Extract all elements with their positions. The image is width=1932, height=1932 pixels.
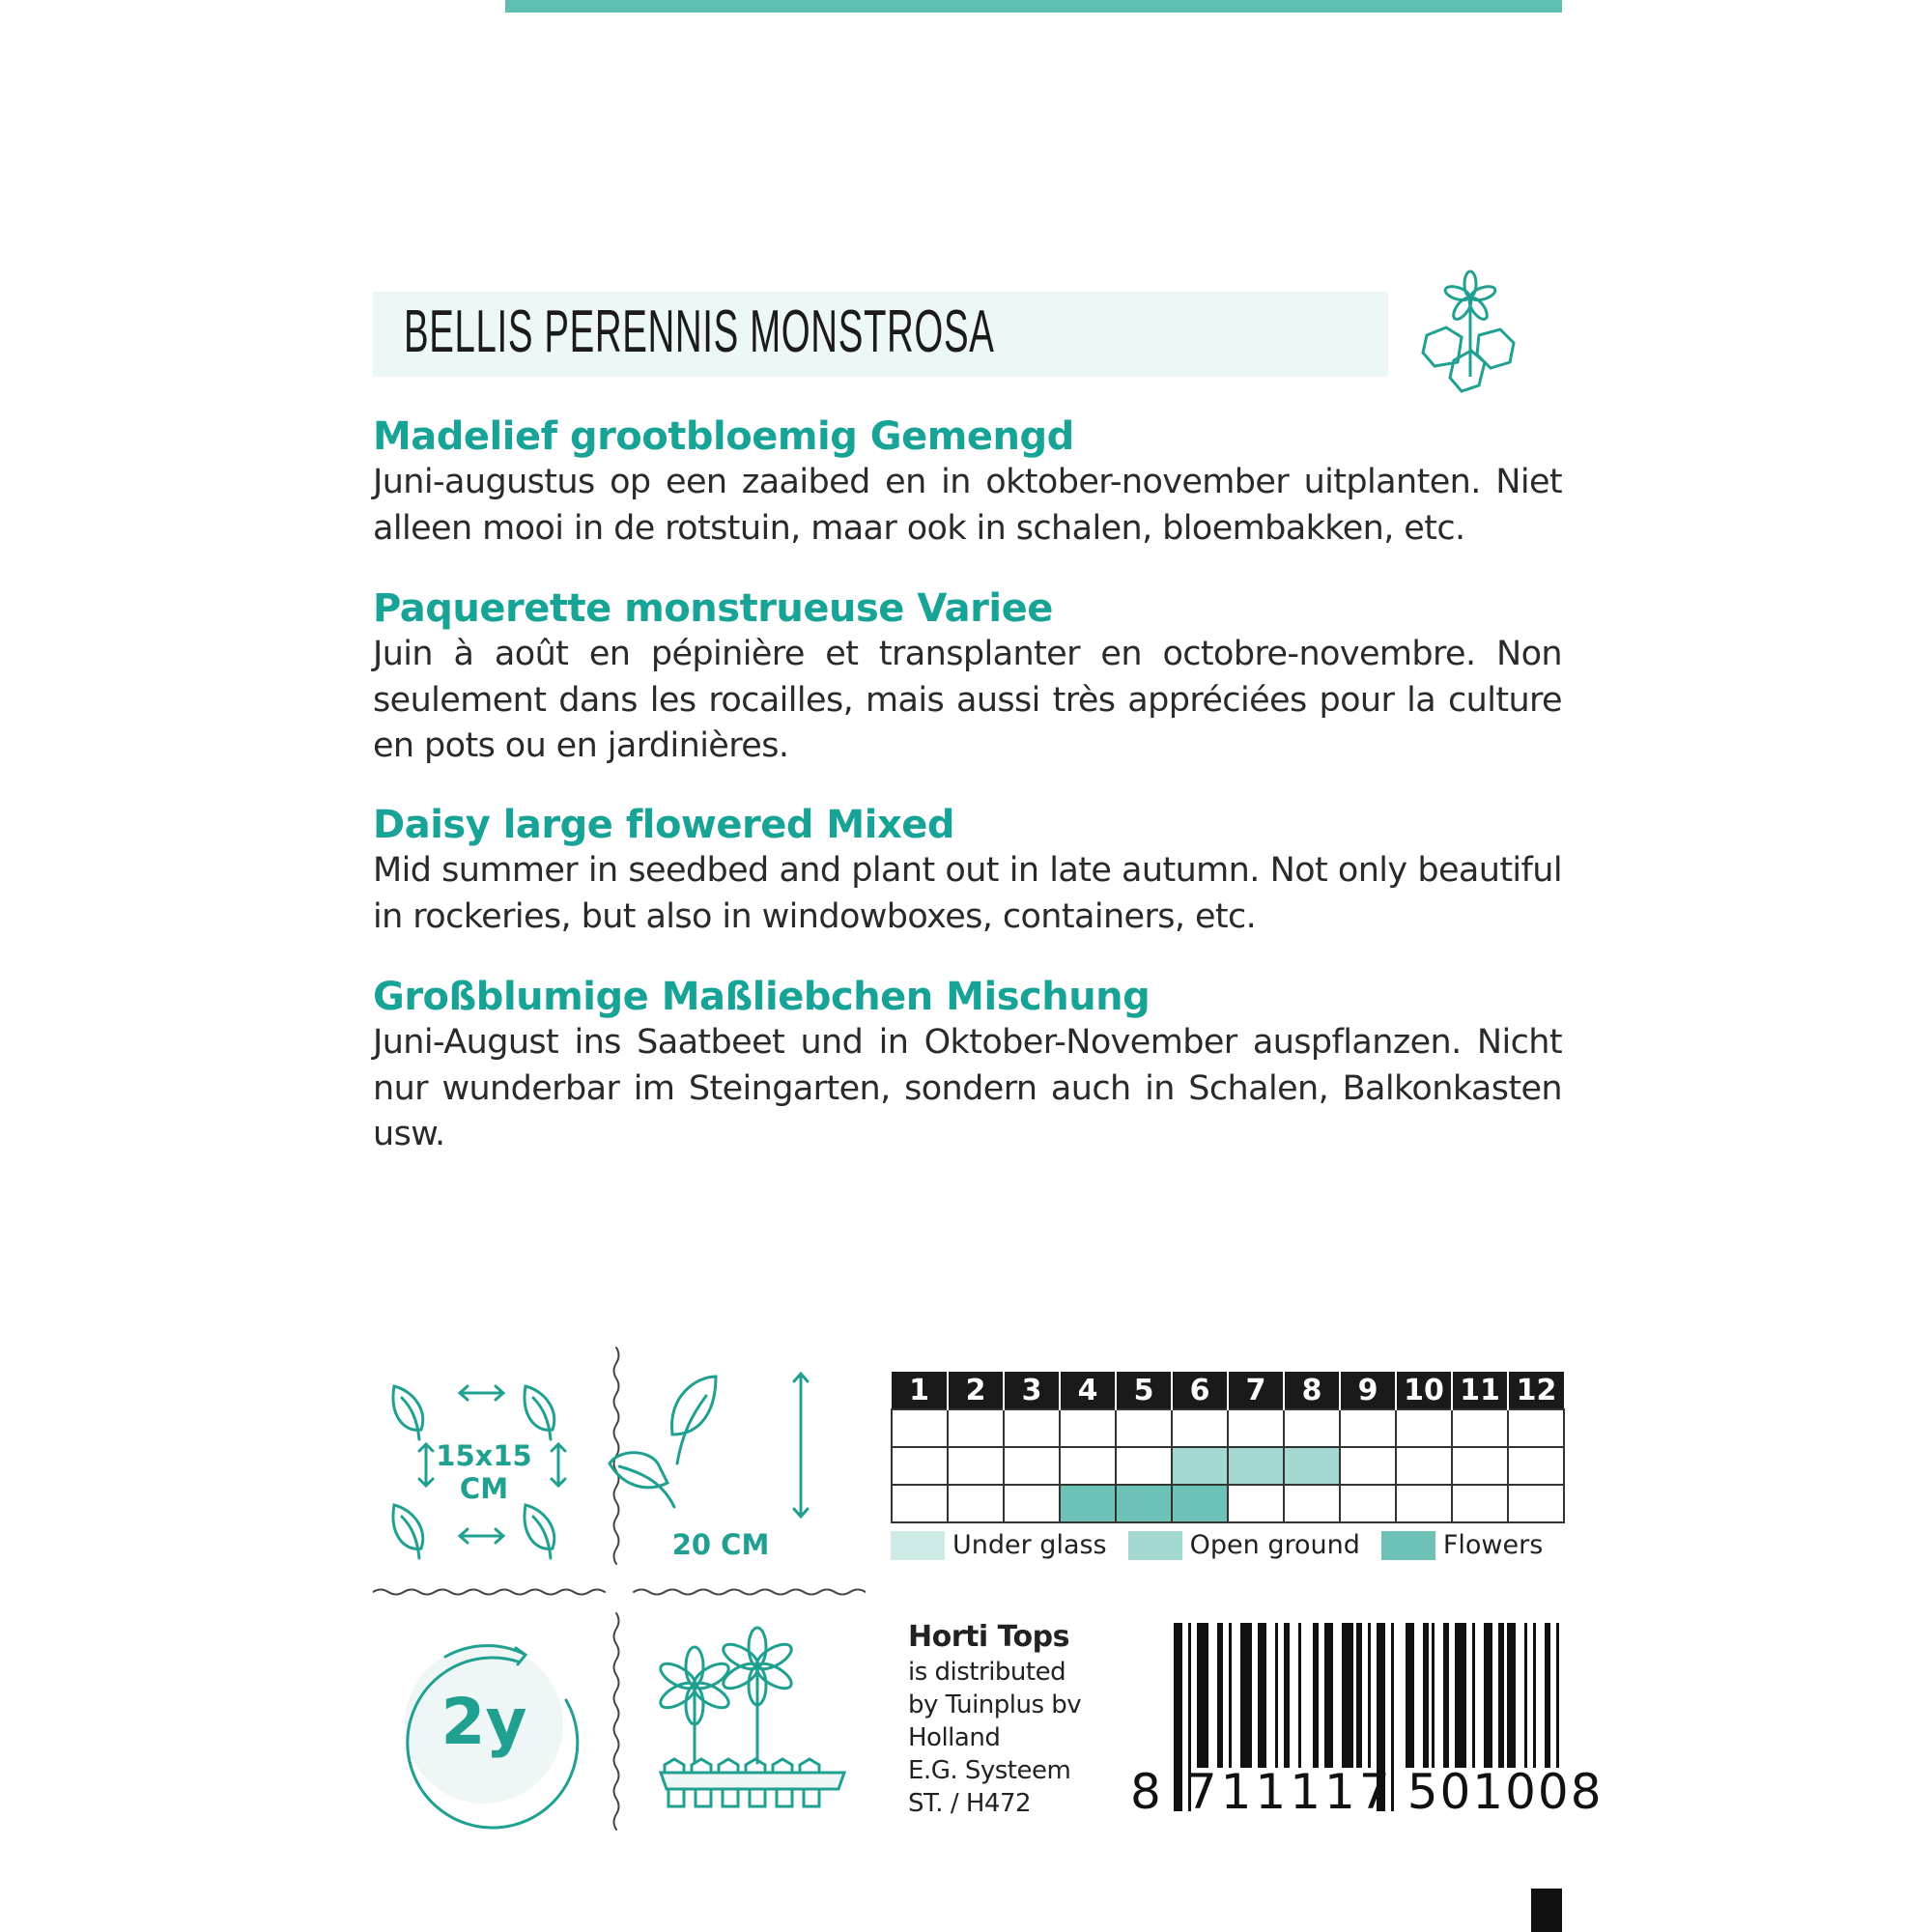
barcode-bar bbox=[1240, 1623, 1252, 1768]
barcode-group-2: 501008 bbox=[1406, 1764, 1604, 1820]
black-marker bbox=[1531, 1889, 1562, 1932]
calendar-cell bbox=[1228, 1485, 1284, 1522]
calendar-cell bbox=[1396, 1447, 1452, 1485]
distributor-line: Holland bbox=[908, 1723, 1001, 1752]
calendar-cell bbox=[1116, 1447, 1172, 1485]
calendar-cell bbox=[1004, 1447, 1060, 1485]
calendar-cell bbox=[892, 1447, 948, 1485]
calendar-cell bbox=[1004, 1409, 1060, 1447]
calendar-cell bbox=[892, 1409, 948, 1447]
barcode-bar bbox=[1498, 1623, 1504, 1768]
spacing-value: 15x15 bbox=[436, 1439, 532, 1472]
page-title: BELLIS PERENNIS MONSTROSA bbox=[404, 298, 995, 365]
barcode-bar bbox=[1472, 1623, 1475, 1768]
month-header: 7 bbox=[1228, 1372, 1284, 1409]
calendar-cell bbox=[1060, 1409, 1116, 1447]
legend-swatch-open-ground bbox=[1128, 1531, 1182, 1560]
calendar-cell bbox=[1452, 1409, 1508, 1447]
month-header: 12 bbox=[1508, 1372, 1564, 1409]
barcode-bar bbox=[1455, 1623, 1466, 1768]
leaf-icon bbox=[525, 1505, 554, 1558]
barcode-number bbox=[1130, 1764, 1604, 1820]
height-label: 20 CM bbox=[671, 1528, 770, 1561]
month-header: 9 bbox=[1340, 1372, 1396, 1409]
icon-panel bbox=[373, 1343, 866, 1845]
brand-name: Horti Tops bbox=[908, 1620, 1070, 1654]
barcode-bar bbox=[1313, 1623, 1319, 1768]
calendar-cell bbox=[892, 1485, 948, 1522]
calendar-cell bbox=[948, 1485, 1004, 1522]
plant-height-icon bbox=[610, 1374, 808, 1517]
barcode-bar bbox=[1507, 1623, 1516, 1768]
calendar-cell bbox=[1340, 1447, 1396, 1485]
row-open-ground bbox=[892, 1447, 1564, 1485]
barcode-bar bbox=[1533, 1623, 1536, 1768]
barcode-digit-first: 8 bbox=[1130, 1764, 1161, 1820]
barcode-bar bbox=[1217, 1623, 1223, 1768]
calendar-cell bbox=[1340, 1409, 1396, 1447]
barcode-bar bbox=[1258, 1623, 1266, 1768]
legend-label: Open ground bbox=[1189, 1530, 1360, 1560]
section-heading: Paquerette monstrueuse Variee bbox=[373, 586, 1053, 631]
barcode-bar bbox=[1324, 1623, 1333, 1768]
barcode-bar bbox=[1298, 1623, 1301, 1768]
calendar-cell bbox=[1060, 1485, 1116, 1522]
barcode-bar bbox=[1356, 1623, 1362, 1768]
cycle-label: 2y bbox=[440, 1685, 527, 1759]
distributor-line: is distributed bbox=[908, 1658, 1066, 1687]
legend-swatch-under-glass bbox=[891, 1531, 945, 1560]
barcode-bar bbox=[1284, 1623, 1290, 1768]
month-header: 8 bbox=[1284, 1372, 1340, 1409]
barcode-bar bbox=[1423, 1623, 1429, 1768]
section-heading: Daisy large flowered Mixed bbox=[373, 803, 954, 847]
calendar-cell bbox=[1396, 1409, 1452, 1447]
section-heading: Großblumige Maßliebchen Mischung bbox=[373, 975, 1151, 1019]
section-french bbox=[373, 585, 1562, 770]
barcode-bar bbox=[1275, 1623, 1278, 1768]
section-heading: Madelief grootbloemig Gemengd bbox=[373, 414, 1074, 459]
month-header: 5 bbox=[1116, 1372, 1172, 1409]
distributor-line: E.G. Systeem bbox=[908, 1756, 1071, 1785]
month-header: 2 bbox=[948, 1372, 1004, 1409]
calendar-cell bbox=[1452, 1447, 1508, 1485]
calendar-cell bbox=[1060, 1447, 1116, 1485]
top-accent-bar bbox=[505, 0, 1562, 13]
month-header: 4 bbox=[1060, 1372, 1116, 1409]
barcode-bar bbox=[1197, 1623, 1208, 1768]
calendar-cell bbox=[1508, 1447, 1564, 1485]
distributor-info bbox=[908, 1619, 1081, 1820]
wavy-divider-horizontal bbox=[373, 1590, 866, 1595]
calendar-cell bbox=[1284, 1409, 1340, 1447]
barcode-bar bbox=[1545, 1623, 1550, 1768]
section-body: Juni-August ins Saatbeet und in Oktober-November auspflanzen. Nicht nur wunderbar im Steingarten, sondern auch in Schalen, Balkonkasten usw. bbox=[373, 1023, 1562, 1153]
calendar-cell bbox=[948, 1447, 1004, 1485]
barcode-bar bbox=[1484, 1623, 1492, 1768]
barcode-bar bbox=[1229, 1623, 1232, 1768]
barcode-bar bbox=[1342, 1623, 1353, 1768]
row-under-glass bbox=[892, 1409, 1564, 1447]
row-flowers bbox=[892, 1485, 1564, 1522]
section-english bbox=[373, 802, 1562, 940]
section-german bbox=[373, 974, 1562, 1158]
flower-tray-icon bbox=[657, 1628, 844, 1806]
month-header: 3 bbox=[1004, 1372, 1060, 1409]
barcode-bar bbox=[1368, 1623, 1371, 1768]
calendar-cell bbox=[1508, 1409, 1564, 1447]
leaf-icon bbox=[525, 1386, 554, 1439]
leaf-icon bbox=[393, 1505, 423, 1558]
calendar-cell bbox=[1284, 1447, 1340, 1485]
calendar-cell bbox=[1284, 1485, 1340, 1522]
month-header: 10 bbox=[1396, 1372, 1452, 1409]
barcode-bar bbox=[1443, 1623, 1449, 1768]
calendar-cell bbox=[1508, 1485, 1564, 1522]
sowing-calendar bbox=[891, 1372, 1565, 1523]
calendar-cell bbox=[1396, 1485, 1452, 1522]
legend-label: Flowers bbox=[1442, 1530, 1544, 1560]
flower-pot-icon bbox=[1415, 266, 1526, 396]
section-body: Juin à août en pépinière et transplanter en octobre-novembre. Non seulement dans les rocailles, mais aussi très appréciées pour la culture en pots ou en jardinières. bbox=[373, 635, 1562, 765]
calendar-legend bbox=[891, 1530, 1564, 1560]
distributor-line: by Tuinplus bv bbox=[908, 1690, 1082, 1719]
calendar-cell bbox=[1340, 1485, 1396, 1522]
month-header: 11 bbox=[1452, 1372, 1508, 1409]
distributor-line: ST. / H472 bbox=[908, 1789, 1032, 1818]
legend-label: Under glass bbox=[952, 1530, 1107, 1560]
section-body: Juni-augustus op een zaaibed en in oktober-november uitplanten. Niet alleen mooi in de rotstuin, maar ook in schalen, bloembakken, etc. bbox=[373, 463, 1562, 548]
section-body: Mid summer in seedbed and plant out in late autumn. Not only beautiful in rockeries, but also in windowboxes, containers, etc. bbox=[373, 851, 1562, 936]
calendar-cell bbox=[1452, 1485, 1508, 1522]
barcode-group-1: 711117 bbox=[1185, 1764, 1394, 1820]
calendar-cell bbox=[1172, 1409, 1228, 1447]
calendar-cell bbox=[1228, 1447, 1284, 1485]
barcode-bar bbox=[1556, 1623, 1559, 1768]
spacing-label bbox=[431, 1439, 537, 1505]
calendar-cell bbox=[948, 1409, 1004, 1447]
barcode-bar bbox=[1524, 1623, 1527, 1768]
calendar-cell bbox=[1116, 1409, 1172, 1447]
wavy-divider-vertical bbox=[614, 1348, 619, 1830]
calendar-cell bbox=[1116, 1485, 1172, 1522]
section-dutch bbox=[373, 413, 1562, 552]
calendar-cell bbox=[1172, 1447, 1228, 1485]
calendar-cell bbox=[1228, 1409, 1284, 1447]
calendar-cell bbox=[1172, 1485, 1228, 1522]
calendar-cell bbox=[1004, 1485, 1060, 1522]
leaf-icon bbox=[393, 1386, 423, 1439]
spacing-unit: CM bbox=[459, 1472, 509, 1505]
barcode-bar bbox=[1432, 1623, 1435, 1768]
legend-swatch-flowers bbox=[1381, 1531, 1435, 1560]
barcode-bar bbox=[1406, 1623, 1414, 1768]
month-header: 1 bbox=[892, 1372, 948, 1409]
month-header: 6 bbox=[1172, 1372, 1228, 1409]
